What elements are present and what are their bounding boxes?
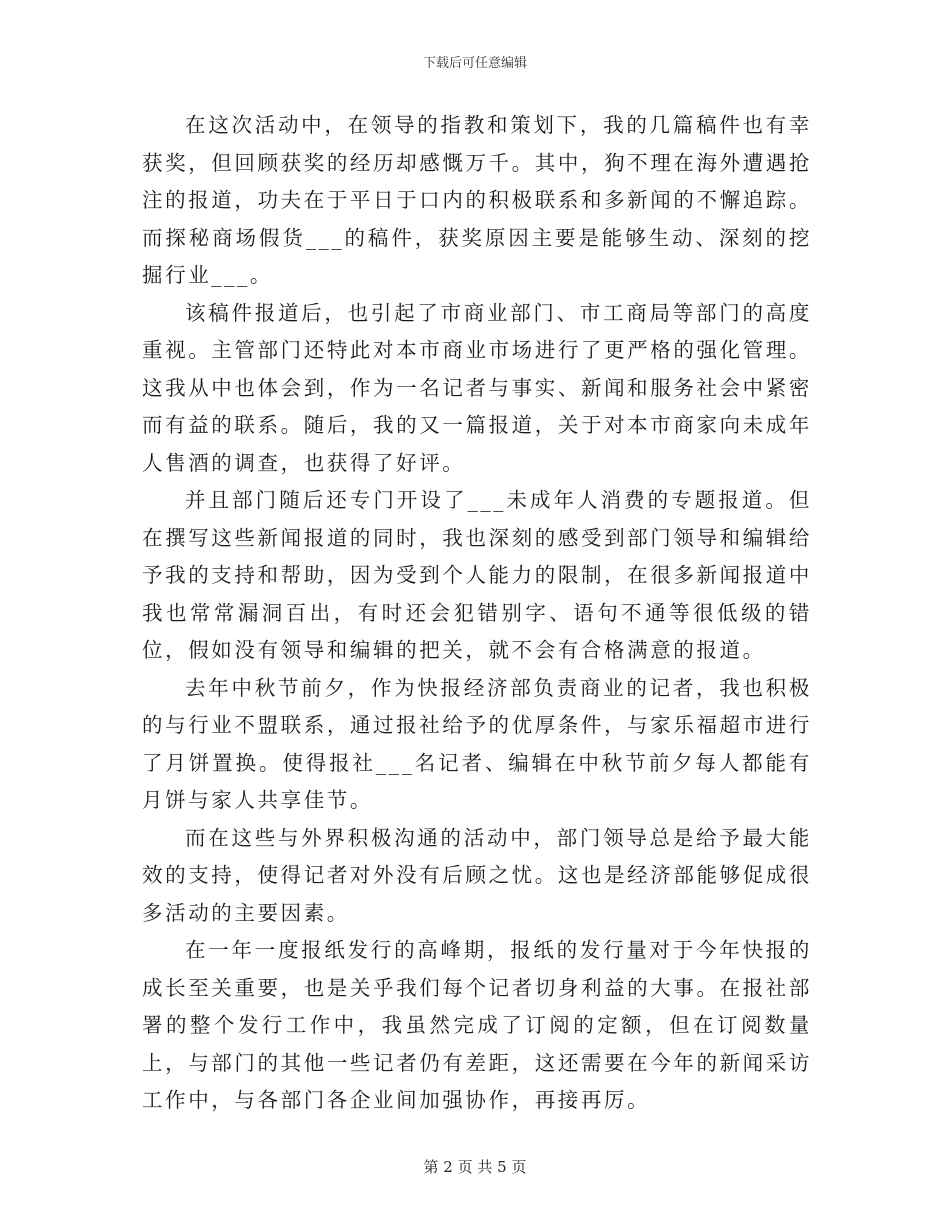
page-number: 第 2 页 共 5 页 — [423, 1158, 527, 1176]
paragraph-4: 去年中秋节前夕，作为快报经济部负责商业的记者，我也积极的与行业不盟联系，通过报社给予的优厚条件，与家乐福超市进行了月饼置换。使得报社___名记者、编辑在中秋节前夕每人都能有月饼与家人共享佳节。 — [142, 675, 812, 812]
paragraph-6: 在一年一度报纸发行的高峰期，报纸的发行量对于今年快报的成长至关重要，也是关乎我们每个记者切身利益的大事。在报社部署的整个发行工作中，我虽然完成了订阅的定额，但在订阅数量上，与部门的其他一些记者仍有差距，这还需要在今年的新闻采访工作中，与各部门各企业间加强协作，再接再厉。 — [142, 938, 812, 1112]
paragraph-5: 而在这些与外界积极沟通的活动中，部门领导总是给予最大能效的支持，使得记者对外没有后顾之忧。这也是经济部能够促成很多活动的主要因素。 — [142, 825, 812, 925]
page-header-note: 下载后可任意编辑 — [422, 56, 527, 71]
document-body — [142, 107, 812, 1120]
paragraph-3: 并且部门随后还专门开设了___未成年人消费的专题报道。但在撰写这些新闻报道的同时，我也深刻的感受到部门领导和编辑给予我的支持和帮助，因为受到个人能力的限制，在很多新闻报道中我也常常漏洞百出，有时还会犯错别字、语句不通等很低级的错位，假如没有领导和编辑的把关，就不会有合格满意的报道。 — [142, 488, 812, 662]
paragraph-1: 在这次活动中，在领导的指教和策划下，我的几篇稿件也有幸获奖，但回顾获奖的经历却感慨万千。其中，狗不理在海外遭遇抢注的报道，功夫在于平日于口内的积极联系和多新闻的不懈追踪。而探秘商场假货___的稿件，获奖原因主要是能够生动、深刻的挖掘行业___。 — [142, 113, 812, 287]
paragraph-2: 该稿件报道后，也引起了市商业部门、市工商局等部门的高度重视。主管部门还特此对本市商业市场进行了更严格的强化管理。这我从中也体会到，作为一名记者与事实、新闻和服务社会中紧密而有益的联系。随后，我的又一篇报道，关于对本市商家向未成年人售酒的调查，也获得了好评。 — [142, 300, 812, 475]
